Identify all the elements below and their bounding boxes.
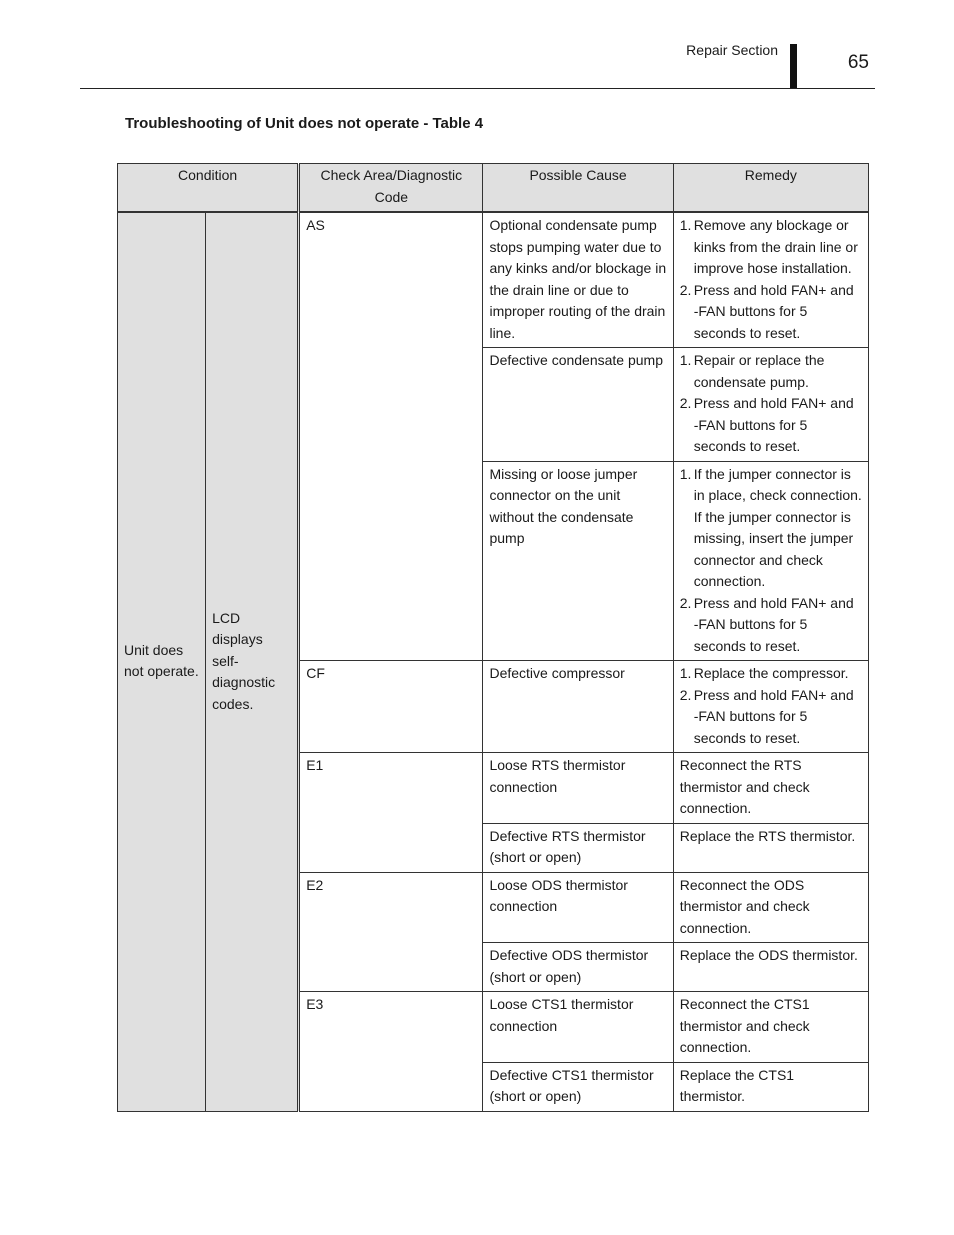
sub-condition-cell: LCD displays self-diagnostic codes. bbox=[206, 213, 299, 1112]
remedy-steps bbox=[680, 215, 862, 344]
header-divider-bar bbox=[790, 44, 797, 88]
remedy-step: 2. Press and hold FAN+ and -FAN buttons for 5 seconds to reset. bbox=[680, 685, 862, 750]
cause-cell: Defective condensate pump bbox=[483, 348, 673, 462]
section-name: Repair Section bbox=[686, 42, 778, 58]
cause-cell: Loose ODS thermistor connection bbox=[483, 872, 673, 943]
diagnostic-code-e3: E3 bbox=[299, 992, 483, 1112]
table-header-row bbox=[118, 164, 869, 212]
diagnostic-code-cf: CF bbox=[299, 661, 483, 753]
diagnostic-code-as: AS bbox=[299, 213, 483, 661]
remedy-steps bbox=[680, 663, 862, 749]
cause-cell: Defective compressor bbox=[483, 661, 673, 753]
remedy-cell bbox=[673, 661, 868, 753]
header-condition: Condition bbox=[118, 164, 299, 212]
troubleshooting-table bbox=[117, 163, 869, 1112]
remedy-step: 2. Press and hold FAN+ and -FAN buttons for 5 seconds to reset. bbox=[680, 280, 862, 345]
remedy-step: 2. Press and hold FAN+ and -FAN buttons for 5 seconds to reset. bbox=[680, 393, 862, 458]
remedy-cell bbox=[673, 461, 868, 661]
remedy-steps bbox=[680, 464, 862, 658]
cause-cell: Loose RTS thermistor connection bbox=[483, 753, 673, 824]
cause-cell: Loose CTS1 thermistor connection bbox=[483, 992, 673, 1063]
header-possible-cause: Possible Cause bbox=[483, 164, 673, 212]
table-title: Troubleshooting of Unit does not operate - Table 4 bbox=[125, 115, 484, 132]
page-header bbox=[80, 40, 875, 89]
remedy-cell: Reconnect the ODS thermistor and check connection. bbox=[673, 872, 868, 943]
remedy-step: 1. If the jumper connector is in place, check connection. If the jumper connector is missing, insert the jumper connector and check connection. bbox=[680, 464, 862, 593]
diagnostic-code-e2: E2 bbox=[299, 872, 483, 992]
condition-cell: Unit does not operate. bbox=[118, 213, 206, 1112]
cause-cell: Optional condensate pump stops pumping water due to any kinks and/or blockage in the drain line or due to improper routing of the drain line. bbox=[483, 213, 673, 348]
table-row bbox=[118, 213, 869, 348]
remedy-steps bbox=[680, 350, 862, 458]
cause-cell: Defective CTS1 thermistor (short or open) bbox=[483, 1062, 673, 1111]
page-number: 65 bbox=[847, 52, 869, 73]
diagnostic-code-e1: E1 bbox=[299, 753, 483, 873]
remedy-cell: Reconnect the CTS1 thermistor and check connection. bbox=[673, 992, 868, 1063]
remedy-step: 1. Remove any blockage or kinks from the drain line or improve hose installation. bbox=[680, 215, 862, 280]
cause-cell: Missing or loose jumper connector on the unit without the condensate pump bbox=[483, 461, 673, 661]
header-check-area: Check Area/Diagnostic Code bbox=[299, 164, 483, 212]
remedy-step: 1. Repair or replace the condensate pump. bbox=[680, 350, 862, 393]
cause-cell: Defective ODS thermistor (short or open) bbox=[483, 943, 673, 992]
header-remedy: Remedy bbox=[673, 164, 868, 212]
remedy-step: 2. Press and hold FAN+ and -FAN buttons for 5 seconds to reset. bbox=[680, 593, 862, 658]
cause-cell: Defective RTS thermistor (short or open) bbox=[483, 823, 673, 872]
remedy-cell bbox=[673, 213, 868, 348]
remedy-cell: Replace the CTS1 thermistor. bbox=[673, 1062, 868, 1111]
remedy-cell: Replace the RTS thermistor. bbox=[673, 823, 868, 872]
remedy-cell: Replace the ODS thermistor. bbox=[673, 943, 868, 992]
remedy-cell: Reconnect the RTS thermistor and check connection. bbox=[673, 753, 868, 824]
remedy-step: 1. Replace the compressor. bbox=[680, 663, 862, 685]
remedy-cell bbox=[673, 348, 868, 462]
